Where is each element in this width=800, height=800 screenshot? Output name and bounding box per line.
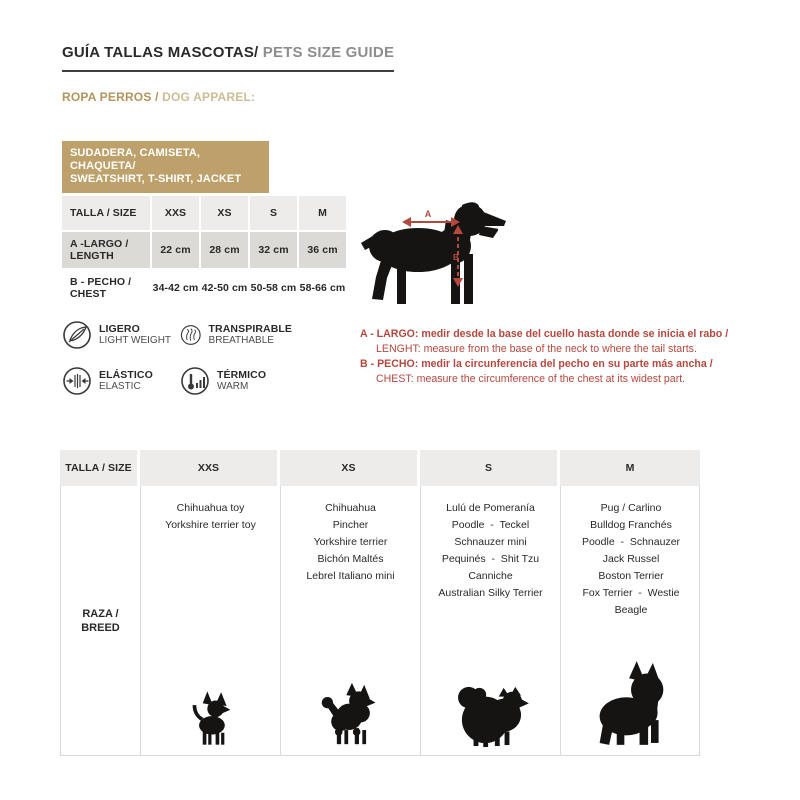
size-table-header-cell: M [299,196,346,230]
french-bulldog-silhouette [592,659,670,747]
breed-item: Chihuahua toy [176,502,245,514]
chest-value: 42-50 cm [201,270,248,306]
breed-item: Lulú de Pomeranía [446,502,535,514]
feature-breathable [180,320,292,350]
size-table-header-cell: S [250,196,297,230]
thermometer-icon [180,366,210,396]
chest-value: 34-42 cm [152,270,199,306]
breed-item: Boston Terrier [598,570,664,582]
breed-item: Lebrel Italiano mini [306,570,395,582]
breed-list [281,500,420,585]
breed-item: Australian Silky Terrier [438,587,543,599]
product-category-box [62,141,269,193]
note-b-en: CHEST: measure the circumference of the chest at its widest part. [376,373,686,385]
breed-item: Poodle - Teckel [451,519,530,531]
size-table-header-row [62,196,340,230]
measure-label-a: A [424,209,432,219]
note-b-title: B - PECHO: [360,358,419,370]
length-value: 36 cm [299,232,346,268]
breed-item: Poodle - Schnauzer [581,536,681,548]
breed-row-label-en: BREED [81,621,120,634]
longhair-chihuahua-silhouette [320,681,382,747]
breed-item: Pequinés - Shit Tzu [441,553,540,565]
feather-icon [62,320,92,350]
breed-item: Bulldog Franchés [590,519,672,531]
breed-item: Yorkshire terrier toy [165,519,256,531]
breed-list [421,500,560,602]
length-value: 32 cm [250,232,297,268]
length-value: 28 cm [201,232,248,268]
labrador-silhouette [358,192,510,312]
breed-column-xs [281,486,421,755]
chest-value: 50-58 cm [250,270,297,306]
breathable-icon [180,320,202,350]
product-line-1: SUDADERA, CAMISETA, CHAQUETA/ [70,147,201,172]
feature-name-en: LIGHT WEIGHT [99,335,172,346]
feature-name: TRANSPIRABLE [208,322,292,335]
pomeranian-silhouette [450,683,532,747]
note-a-title: A - LARGO: [360,328,419,340]
note-a-line [360,327,755,342]
feature-name-en: WARM [217,381,249,392]
subtitle-english: DOG APPAREL: [162,90,256,104]
feature-elastic [62,366,180,396]
breed-column-xxs [141,486,281,755]
title-spanish: GUÍA TALLAS MASCOTAS/ [62,44,259,61]
breed-item: Yorkshire terrier [313,536,388,548]
feature-name-en: BREATHABLE [208,335,274,346]
length-value: 22 cm [152,232,199,268]
breed-size-table [60,450,700,756]
chihuahua-silhouette [188,689,234,747]
breed-item: Beagle [614,604,648,616]
page-title [62,44,394,72]
chest-row [62,270,346,306]
size-table-header-cell: TALLA / SIZE [62,196,150,230]
chest-row-label: B - PECHO / CHEST [62,270,150,306]
measurement-diagram [358,192,510,317]
breed-table-header [60,450,700,486]
breed-item: Fox Terrier - Westie [582,587,680,599]
note-a-es: medir desde la base del cuello hasta donde se inicia el rabo / [418,328,729,340]
breed-header-cell: M [560,450,700,486]
measuring-instructions [360,327,755,387]
breed-item: Schnauzer mini [454,536,527,548]
breed-list [561,500,701,619]
length-row [62,232,340,268]
feature-lightweight [62,320,180,350]
feature-list [62,320,292,396]
breed-header-cell: XS [280,450,420,486]
breed-item: Pincher [332,519,369,531]
breed-header-cell: S [420,450,560,486]
breed-table-body [60,486,700,756]
garment-size-table [62,196,346,308]
length-row-label: A -LARGO / LENGTH [62,232,150,268]
feature-name: ELÁSTICO [99,368,153,381]
feature-warm [180,366,292,396]
breed-item: Chihuahua [325,502,376,514]
breed-row-label-es: RAZA / [82,607,119,620]
size-table-header-cell: XXS [152,196,199,230]
product-line-2: SWEATSHIRT, T-SHIRT, JACKET [70,173,242,185]
breed-item: Canniche [468,570,513,582]
breed-row-label [61,486,141,755]
breed-header-cell: TALLA / SIZE [60,450,140,486]
subtitle-spanish: ROPA PERROS / [62,90,163,104]
breed-item: Jack Russel [602,553,660,565]
feature-name-en: ELASTIC [99,381,141,392]
measure-label-b: B [453,253,459,262]
note-a-en: LENGHT: measure from the base of the neck to where the tail starts. [376,343,697,355]
elastic-icon [62,366,92,396]
feature-name: TÉRMICO [217,368,267,381]
note-b-line [360,357,755,372]
breed-item: Pug / Carlino [600,502,662,514]
section-subtitle [62,90,255,104]
title-english: PETS SIZE GUIDE [258,44,395,61]
note-b-es: medir la circunferencia del pecho en su parte más ancha / [418,358,713,370]
chest-value: 58-66 cm [299,270,346,306]
breed-item: Bichón Maltés [317,553,384,565]
size-table-header-cell: XS [201,196,248,230]
feature-name: LIGERO [99,322,140,335]
breed-column-s [421,486,561,755]
breed-column-m [561,486,701,755]
breed-header-cell: XXS [140,450,280,486]
breed-list [141,500,280,534]
